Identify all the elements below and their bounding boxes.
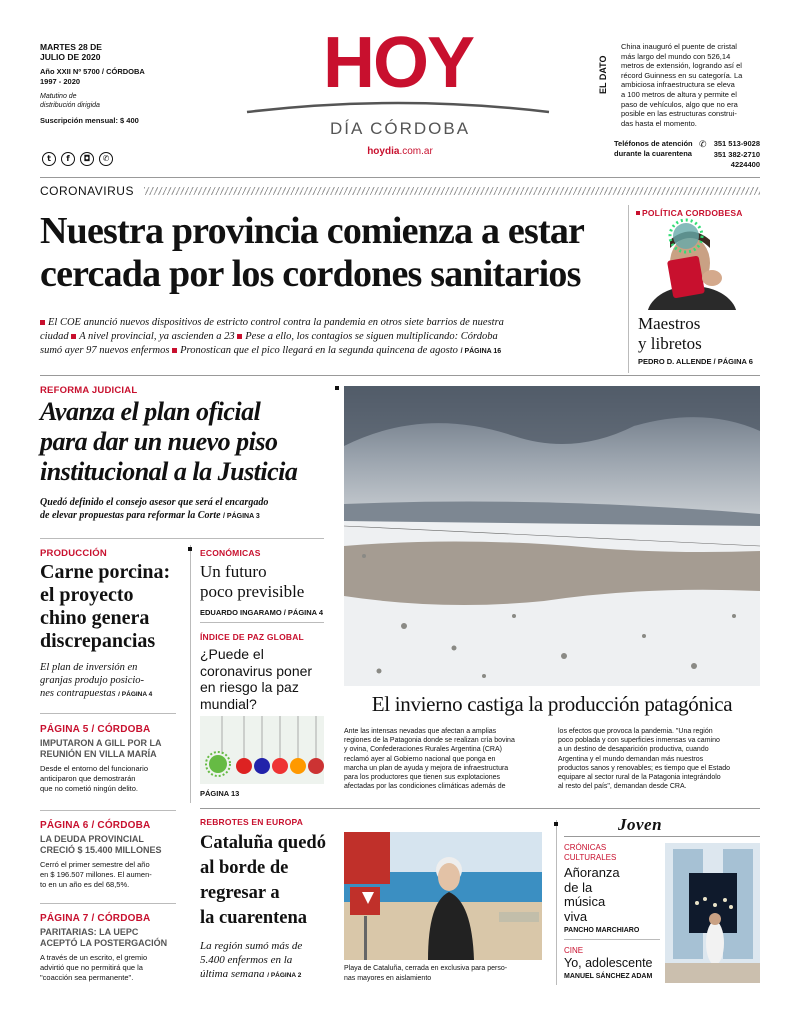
economicas-kicker: ECONÓMICAS bbox=[200, 548, 261, 558]
cronicas-byline: PANCHO MARCHIARO bbox=[564, 927, 640, 934]
reforma-deck: Quedó definido el consejo asesor que será el encargado de elevar propuestas para reformar la Corte / PÁGINA 3 bbox=[40, 497, 269, 521]
cataluna-deck: La región sumó más de 5.400 enfermos en la última semana / PÁGINA 2 bbox=[200, 940, 303, 980]
reforma-kicker: REFORMA JUDICIAL bbox=[40, 385, 138, 396]
politica-byline: PEDRO D. ALLENDE / PÁGINA 6 bbox=[638, 357, 753, 366]
subscription: Suscripción mensual: $ 400 bbox=[40, 116, 139, 125]
produccion-kicker: PRODUCCIÓN bbox=[40, 548, 107, 559]
logo[interactable]: HOY bbox=[322, 23, 474, 103]
politica-title[interactable]: Maestros y libretos bbox=[638, 314, 702, 353]
brief-2-kicker: PÁGINA 6 / CÓRDOBA bbox=[40, 820, 151, 831]
column-marker bbox=[554, 822, 558, 826]
cataluna-caption: Playa de Cataluña, cerrada en exclusiva para perso- nas mayores en aislamiento bbox=[344, 965, 508, 982]
cataluna-photo[interactable] bbox=[344, 832, 542, 960]
phone-numbers[interactable]: 351 513-9028 351 382-2710 4224400 bbox=[713, 139, 760, 169]
logo-subtitle: DÍA CÓRDOBA bbox=[329, 119, 471, 138]
logo-swoosh bbox=[245, 100, 551, 114]
brief-3-body: A través de un escrito, el gremio advirtió que no permitirá que la "coacción sea permanente". bbox=[40, 953, 148, 982]
section-hatch bbox=[144, 187, 760, 195]
whatsapp-icon[interactable]: ✆ bbox=[99, 152, 113, 166]
patagonia-photo[interactable] bbox=[344, 386, 760, 686]
brief-1-body: Desde el entorno del funcionario anticiparon que demostrarán que no cometió ningún delito. bbox=[40, 764, 148, 793]
brief-2-head[interactable]: LA DEUDA PROVINCIAL CRECIÓ $ 15.400 MILLONES bbox=[40, 834, 162, 855]
section-label: CORONAVIRUS bbox=[40, 184, 134, 198]
brief-1-head[interactable]: IMPUTARON A GILL POR LA REUNIÓN EN VILLA MARÍA bbox=[40, 738, 162, 759]
el-dato-label: EL DATO bbox=[598, 55, 608, 94]
politica-kicker: POLÍTICA CORDOBESA bbox=[642, 208, 743, 218]
column-marker bbox=[188, 547, 192, 551]
brief-3-kicker: PÁGINA 7 / CÓRDOBA bbox=[40, 913, 151, 924]
paz-kicker: ÍNDICE DE PAZ GLOBAL bbox=[200, 632, 304, 642]
patagonia-text-col1: Ante las intensas nevadas que afectan a amplias regiones de la Patagonia donde se realizan cría bovina y ovina, Confederaciones Rurales Argentina (CRA) reclamó ayer al Gobierno nacional que ponga en marcha un plan de ayuda y mejora de infraestructura para los productores que tienen sus explotaciones afectadas por las condiciones climáticas además de bbox=[344, 728, 515, 791]
cine-byline: MANUEL SÁNCHEZ ADAM bbox=[564, 973, 653, 980]
brief-1-kicker: PÁGINA 5 / CÓRDOBA bbox=[40, 724, 151, 735]
brief-2-body: Cerró el primer semestre del año en $ 196.507 millones. El aumen- to en un año es del 68,5%. bbox=[40, 860, 152, 889]
produccion-deck: El plan de inversión en granjas produjo posicio- nes contrapuestas / PÁGINA 4 bbox=[40, 662, 153, 699]
paz-page-ref: PÁGINA 13 bbox=[200, 789, 240, 798]
instagram-icon[interactable]: ◘ bbox=[80, 152, 94, 166]
economicas-byline: EDUARDO INGARAMO / PÁGINA 4 bbox=[200, 608, 324, 617]
date: MARTES 28 DE JULIO DE 2020 bbox=[40, 42, 102, 62]
issue-info: Año XXII Nº 5700 / CÓRDOBA 1997 - 2020 bbox=[40, 67, 145, 86]
column-marker bbox=[335, 386, 339, 390]
cataluna-kicker: REBROTES EN EUROPA bbox=[200, 817, 304, 827]
lead-summary: El COE anunció nuevos dispositivos de estricto control contra la pandemia en otros siete barrios de nuestra ciudad A nivel provincial, ya ascienden a 23 Pese a ello, los contagios se siguen multiplicando: Córdoba sumó ayer 97 nuevos enfermos Pronostican que el pico llegará en la segunda quincena de agosto / PÁGINA 16 bbox=[40, 317, 504, 356]
politica-photo[interactable] bbox=[640, 218, 750, 310]
paz-photo[interactable] bbox=[200, 716, 324, 784]
kicker-marker bbox=[636, 211, 640, 215]
brief-3-head[interactable]: PARITARIAS: LA UEPC ACEPTÓ LA POSTERGACIÓN bbox=[40, 927, 168, 948]
twitter-icon[interactable]: t bbox=[42, 152, 56, 166]
phones-label: Teléfonos de atención durante la cuarentena bbox=[614, 139, 693, 158]
facebook-icon[interactable]: f bbox=[61, 152, 75, 166]
phone-icon: ✆ bbox=[699, 140, 707, 150]
patagonia-text-col2: los efectos que provoca la pandemia. "Una región poco poblada y con superficies inmensas va camino a un destino de desaparición productiva, cuando Argentina y el mundo demandan más nuestros productos sanos y renovables; es tiempo que el Estado equipare al sector rural de la Patagonia integrándolo al resto del país", demandan desde CRA. bbox=[558, 728, 730, 791]
cataluna-headline[interactable]: Cataluña quedó al borde de regresar a la cuarentena bbox=[200, 833, 326, 928]
distribution-note: Matutino de distribución dirigida bbox=[40, 93, 100, 109]
cronicas-kicker: CRÓNICAS CULTURALES bbox=[564, 843, 617, 862]
paz-title[interactable]: ¿Puede el coronavirus poner en riesgo la paz mundial? bbox=[200, 646, 313, 712]
cine-title[interactable]: Yo, adolescente bbox=[564, 956, 653, 970]
website-link[interactable]: hoydia.com.ar bbox=[367, 146, 433, 157]
el-dato-text: China inauguró el puente de cristal más largo del mundo con 526,14 metros de extensión, logrando así el récord Guinness en su categoría. La ambiciosa infraestructura se eleva a 100 metros de altura y permite el paso de vehículos, algo que no era posible en las estructuras construi- das hasta el momento. bbox=[621, 42, 743, 128]
lead-headline[interactable]: Nuestra provincia comienza a estar cercada por los cordones sanitarios bbox=[40, 210, 585, 295]
cine-kicker: CINE bbox=[564, 946, 584, 955]
joven-illustration[interactable] bbox=[665, 843, 760, 983]
patagonia-headline[interactable]: El invierno castiga la producción patagónica bbox=[371, 692, 733, 716]
joven-title[interactable]: Joven bbox=[618, 815, 663, 834]
reforma-headline[interactable]: Avanza el plan oficial para dar un nuevo piso institucional a la Justicia bbox=[40, 397, 298, 486]
produccion-headline[interactable]: Carne porcina: el proyecto chino genera discrepancias bbox=[40, 561, 171, 652]
economicas-title[interactable]: Un futuro poco previsible bbox=[200, 562, 305, 601]
cronicas-title[interactable]: Añoranza de la música viva bbox=[564, 865, 620, 924]
